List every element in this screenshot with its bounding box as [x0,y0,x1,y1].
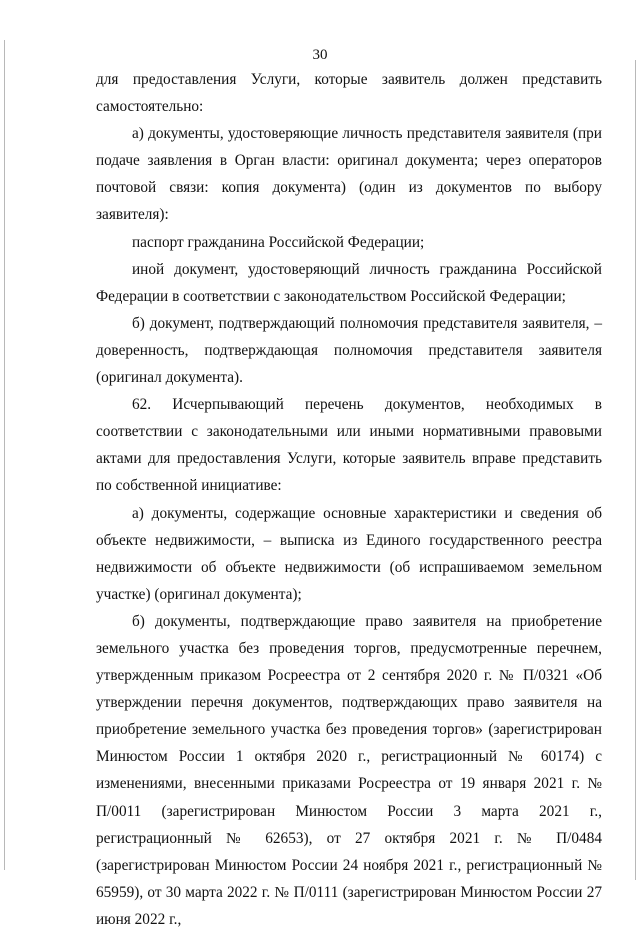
page-number: 30 [312,47,328,63]
paragraph-other-id-doc: иной документ, удостоверяющий личность гражданина Российской Федерации в соответствии с законодательством Российской Федерации; [96,260,602,305]
paragraph-item-a-egrn-extract: а) документы, содержащие основные характеристики и сведения об объекте недвижимости, – выписка из Единого государственного реестра недвижимости об объекте недвижимости (об испрашиваемом земельном участке) (оригинал документа); [96,504,602,603]
paragraph-item-b-land-rights-docs: б) документы, подтверждающие право заявителя на приобретение земельного участка без проведения торгов, предусмотренные перечнем, утвержденным приказом Росреестра от 2 сентября 2020 г. № П/0321 «Об утверждении перечня документов, подтверждающих право заявителя на приобретение земельного участка без проведения торгов» (зарегистрирован Минюстом России 1 октября 2020 г., регистрационный № 60174) с изменениями, внесенными приказами Росреестра от 19 января 2021 г. № П/0011 (зарегистрирован Минюстом России 3 марта 2021 г., регистрационный № 62653), от 27 октября 2021 г. № П/0484 (зарегистрирован Минюстом России 24 ноября 2021 г., регистрационный № 65959), от 30 марта 2022 г. № П/0111 (зарегистрирован Минюстом России 27 июня 2022 г., [96,612,602,928]
paragraph-item-b-power-of-attorney: б) документ, подтверждающий полномочия представителя заявителя, – доверенность, подтверждающая полномочия представителя заявителя (оригинал документа). [96,314,602,387]
scan-edge-right [635,60,636,880]
scan-edge-left [4,40,5,870]
paragraph-passport: паспорт гражданина Российской Федерации; [132,233,425,251]
document-body [96,66,602,933]
paragraph-62-document-list: 62. Исчерпывающий перечень документов, необходимых в соответствии с законодательными или иными нормативными правовыми актами для предоставления Услуги, которые заявитель вправе представить по собственной инициативе: [96,396,602,495]
paragraph-continuation: для предоставления Услуги, которые заявитель должен представить самостоятельно: [96,71,602,116]
paragraph-item-a-identity-docs: а) документы, удостоверяющие личность представителя заявителя (при подаче заявления в Орган власти: оригинал документа; через операторов почтовой связи: копия документа) (один из документов по выбору заявителя): [96,125,602,224]
